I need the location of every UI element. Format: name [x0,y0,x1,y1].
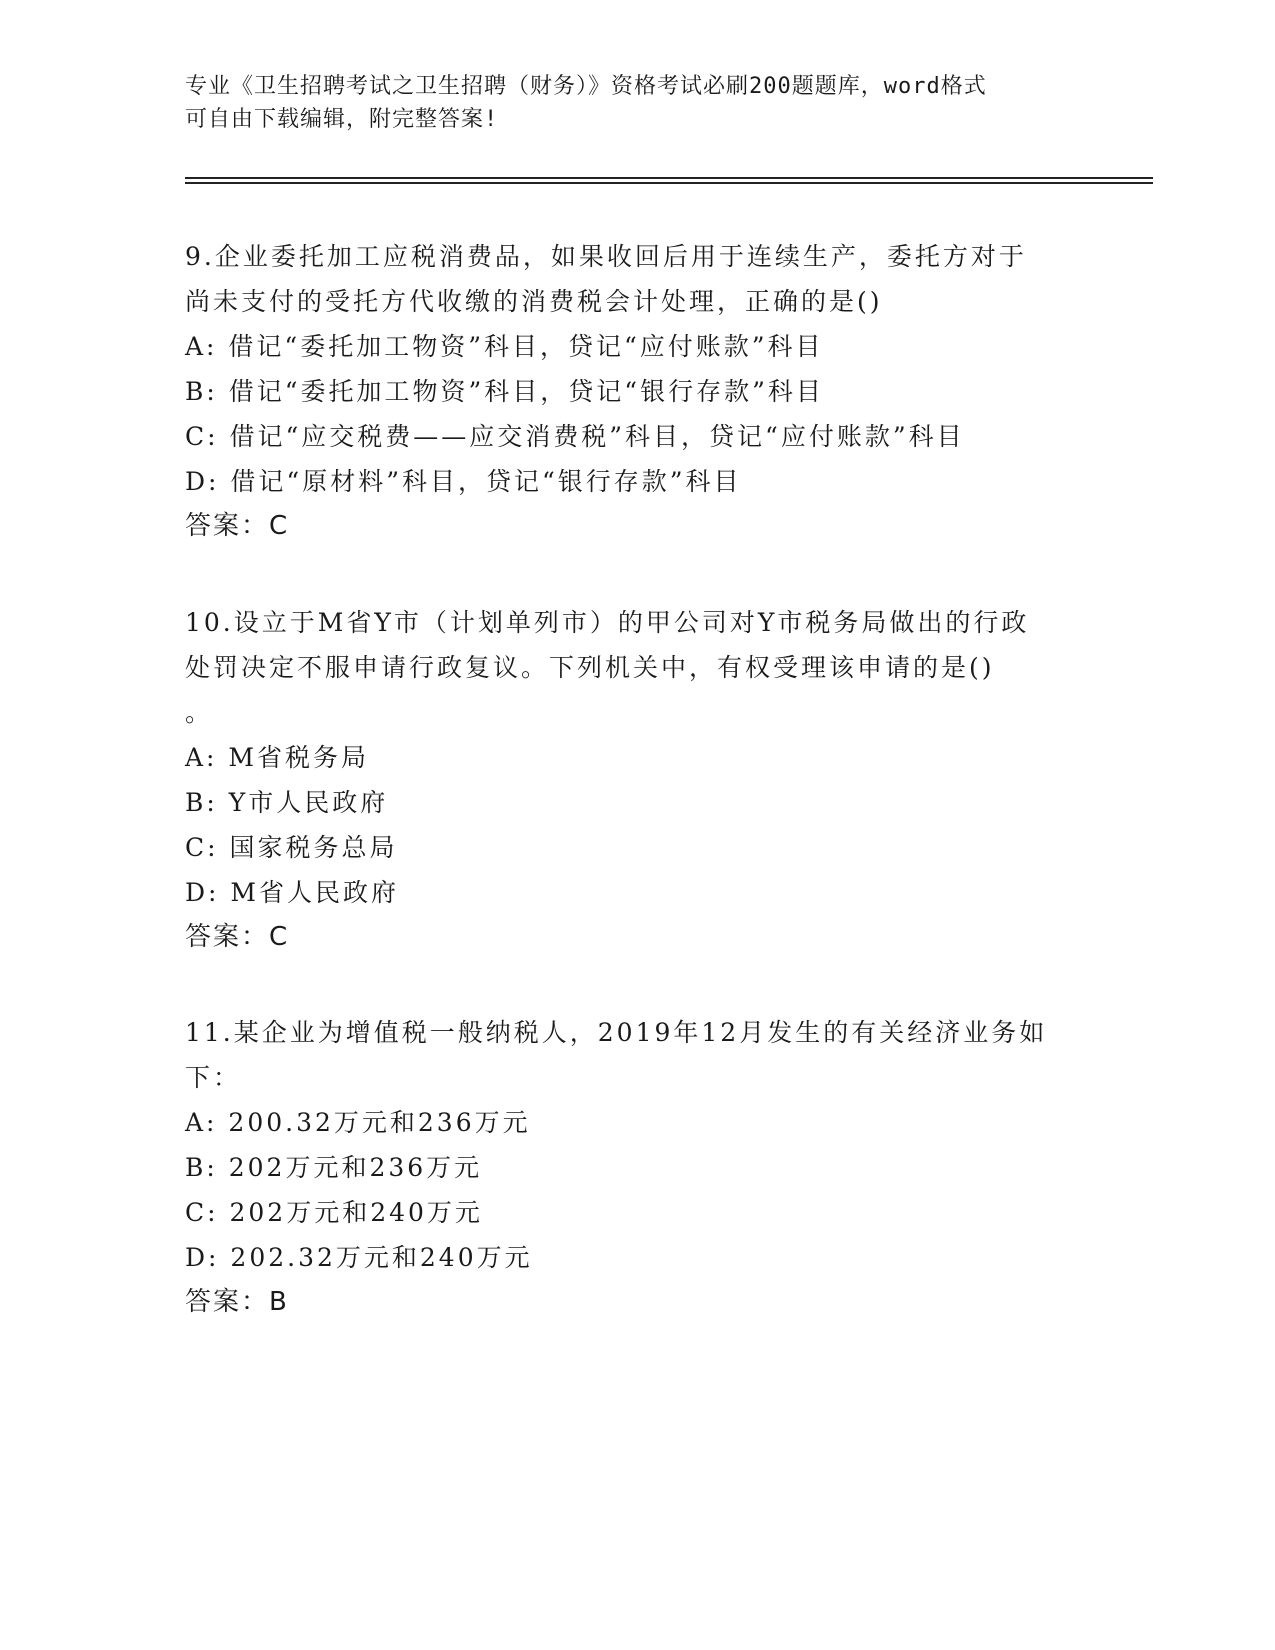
option-a: A: 200.32万元和236万元 [185,1108,531,1137]
option-a: A: 借记“委托加工物资”科目，贷记“应付账款”科目 [185,332,824,361]
option-b: B: 借记“委托加工物资”科目，贷记“银行存款”科目 [185,377,824,406]
option-d: D: 202.32万元和240万元 [185,1243,533,1272]
header-divider-bottom [185,182,1153,184]
header-line-2: 可自由下载编辑，附完整答案! [185,107,499,132]
question-stem [185,1010,1085,1100]
answer: 答案：C [185,511,290,541]
answer: 答案：B [185,1287,289,1317]
question-9 [185,234,1085,549]
stem-line: 处罚决定不服申请行政复议。下列机关中，有权受理该申请的是() [185,653,995,682]
option-c: C: 202万元和240万元 [185,1198,483,1227]
stem-line: 尚未支付的受托方代收缴的消费税会计处理，正确的是() [185,287,883,316]
option-a: A: M省税务局 [185,743,370,772]
answer: 答案：C [185,922,290,952]
question-11 [185,1010,1085,1325]
stem-line: 11.某企业为增值税一般纳税人，2019年12月发生的有关经济业务如 [185,1018,1048,1047]
stem-line: 。 [185,698,214,727]
header-line-1: 专业《卫生招聘考试之卫生招聘（财务）》资格考试必刷200题题库，word格式 [185,74,987,99]
option-c: C: 借记“应交税费——应交消费税”科目，贷记“应付账款”科目 [185,422,965,451]
question-stem [185,600,1085,735]
header-divider-top [185,177,1153,179]
option-b: B: Y市人民政府 [185,788,389,817]
option-b: B: 202万元和236万元 [185,1153,483,1182]
option-d: D: 借记“原材料”科目，贷记“银行存款”科目 [185,467,742,496]
stem-line: 下： [185,1063,242,1092]
stem-line: 9.企业委托加工应税消费品，如果收回后用于连续生产，委托方对于 [185,242,1027,271]
stem-line: 10.设立于M省Y市（计划单列市）的甲公司对Y市税务局做出的行政 [185,608,1030,637]
question-stem [185,234,1085,324]
option-d: D: M省人民政府 [185,878,400,907]
question-10 [185,600,1085,960]
document-header [185,70,1065,136]
option-c: C: 国家税务总局 [185,833,398,862]
